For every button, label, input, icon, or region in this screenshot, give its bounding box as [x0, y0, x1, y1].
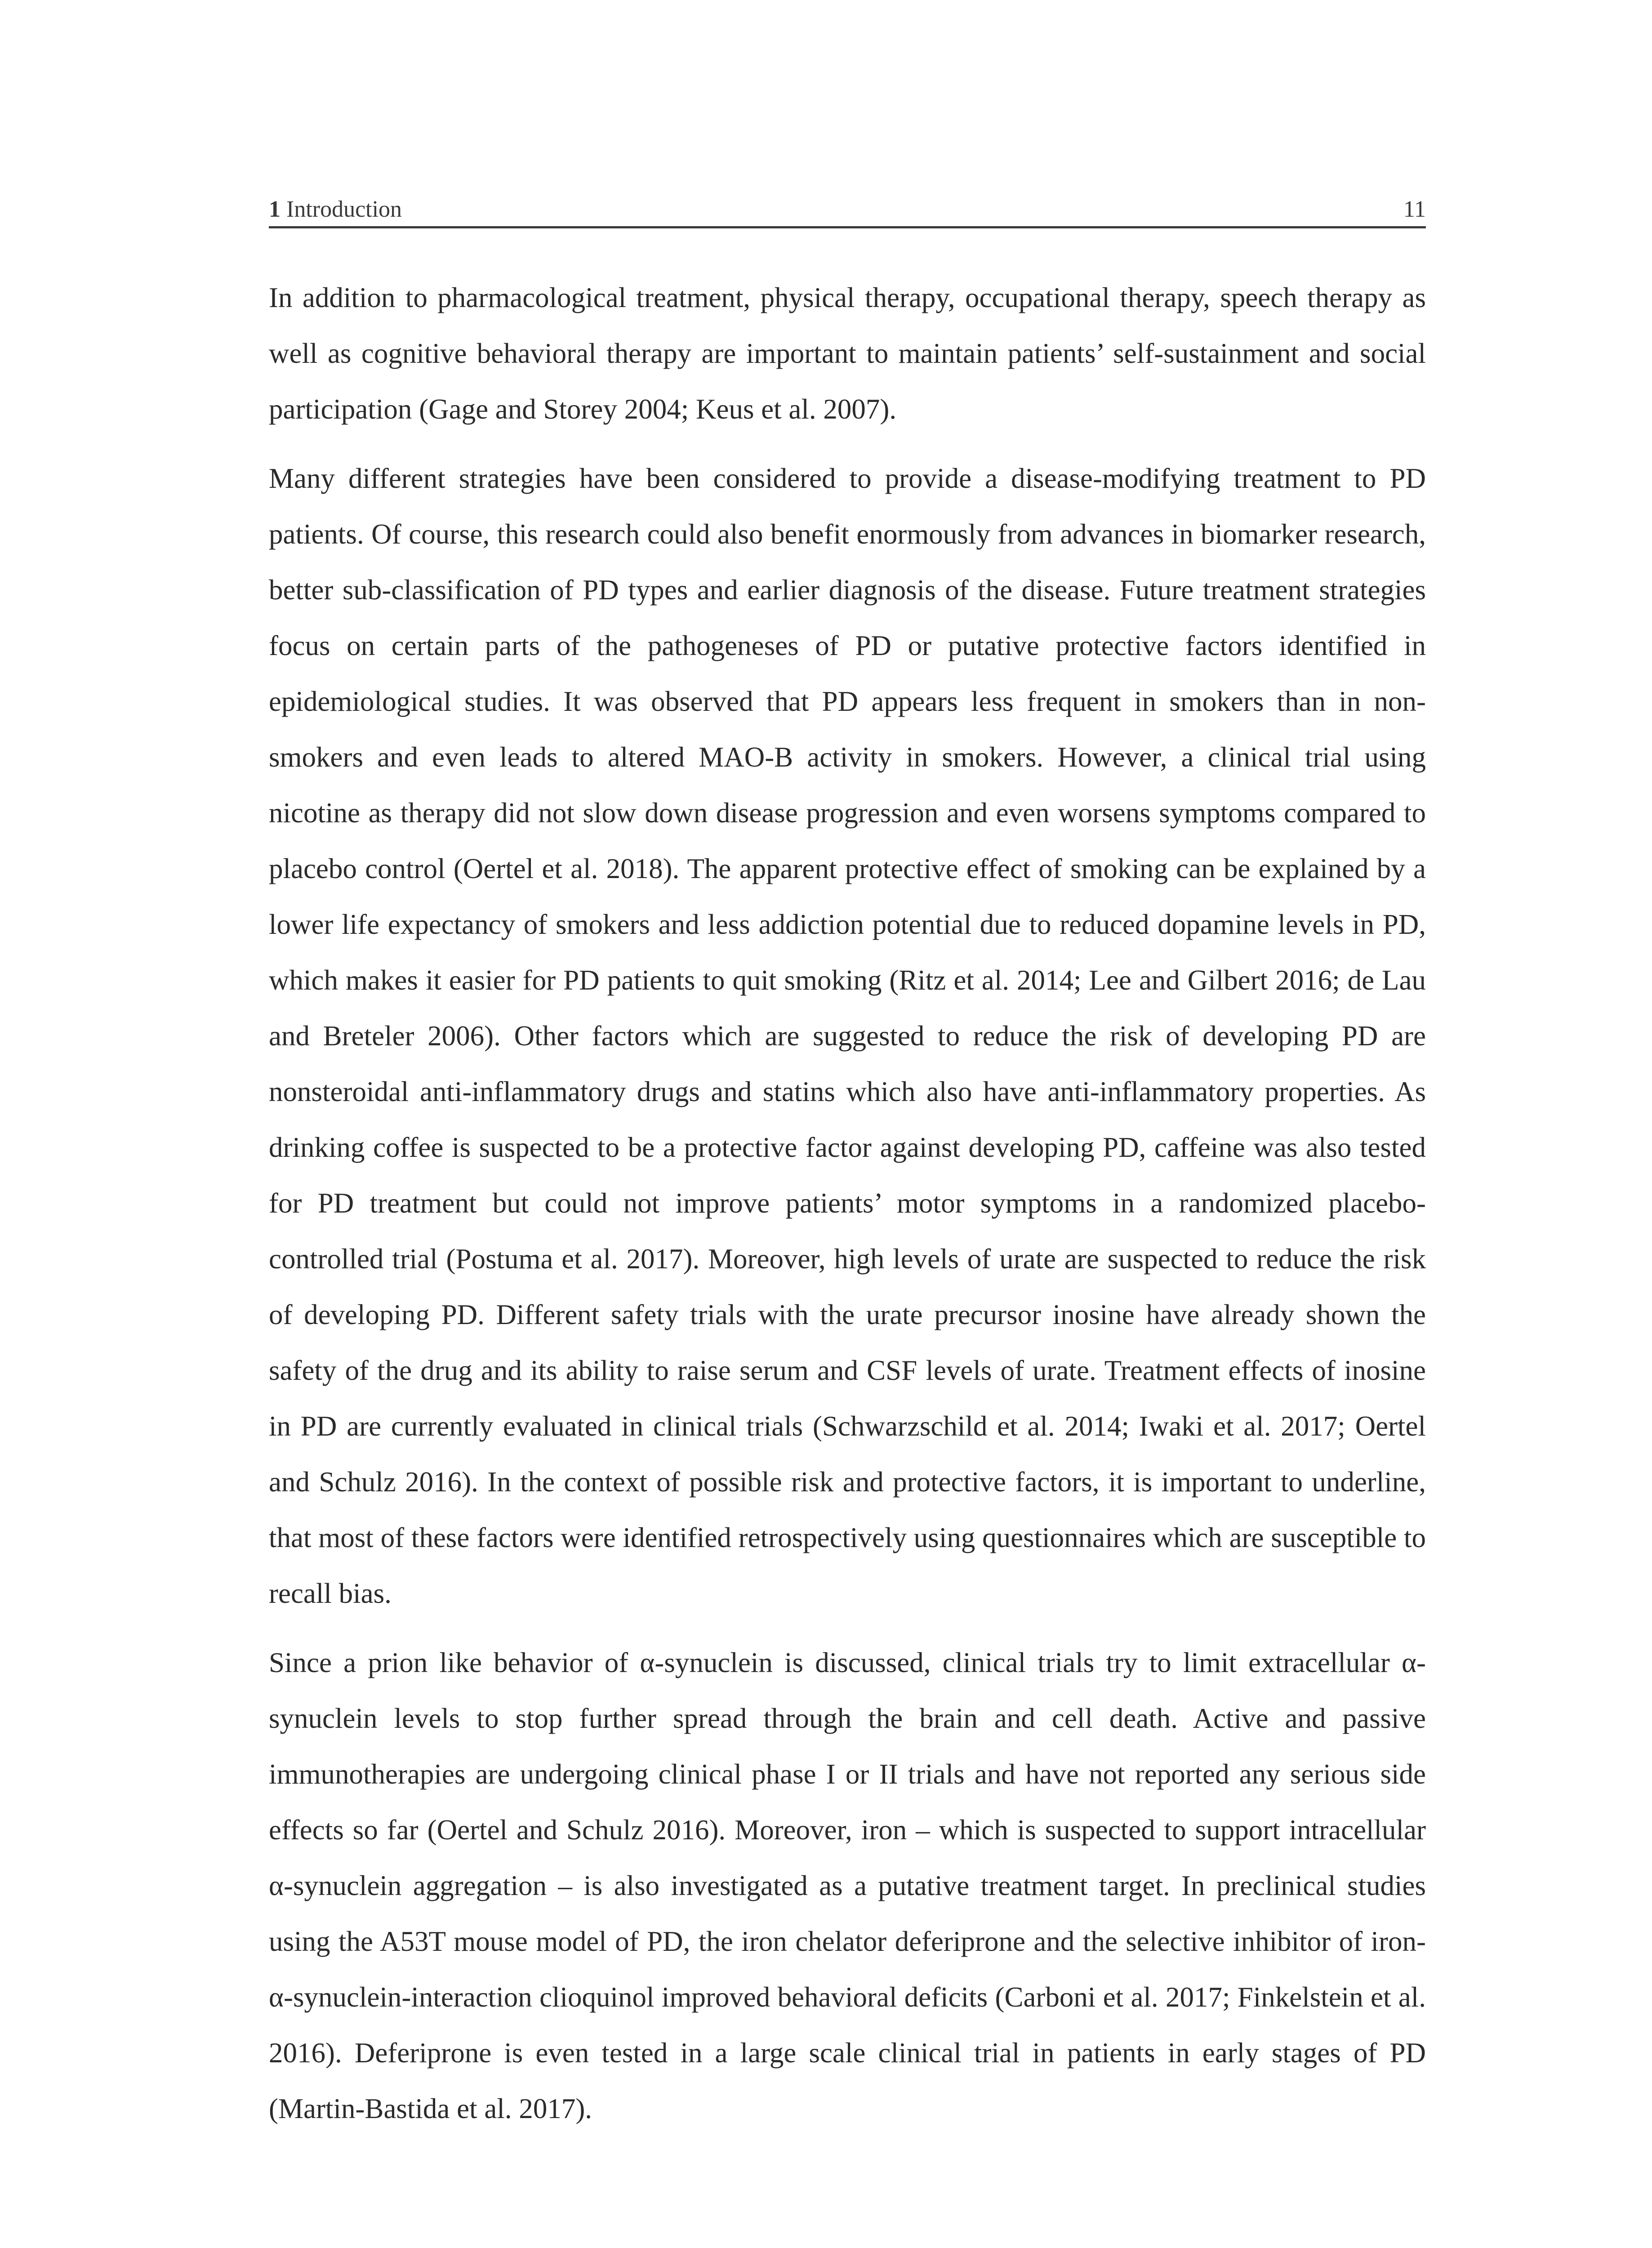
chapter-heading — [269, 196, 402, 223]
running-header — [269, 188, 1426, 228]
chapter-title: Introduction — [286, 196, 402, 222]
paragraph-alpha-synuclein-trials: Since a prion like behavior of α-synuclein is discussed, clinical trials try to limit extracellular α-synuclein levels to stop further spread through the brain and cell death. Active and passive immunotherapies are undergoing clinical phase I or II trials and have not reported any serious side effects so far (Oertel and Schulz 2016). Moreover, iron – which is suspected to support intracellular α-synuclein aggregation – is also investigated as a putative treatment target. In preclinical studies using the A53T mouse model of PD, the iron chelator deferiprone and the selective inhibitor of iron-α-synuclein-interaction clioquinol improved behavioral deficits (Carboni et al. 2017; Finkelstein et al. 2016). Deferiprone is even tested in a large scale clinical trial in patients in early stages of PD (Martin-Bastida et al. 2017). — [269, 1647, 1426, 2124]
chapter-number: 1 — [269, 196, 281, 222]
body-text — [269, 270, 1426, 2150]
paragraph-supportive-therapy: In addition to pharmacological treatment, physical therapy, occupational therapy, speech therapy as well as cognitive behavioral therapy are important to maintain patients’ self-sustainment and social participation (Gage and Storey 2004; Keus et al. 2007). — [269, 282, 1426, 425]
page-number: 11 — [1403, 196, 1426, 222]
paragraph-disease-modifying-strategies: Many different strategies have been considered to provide a disease-modifying treatment to PD patients. Of course, this research could also benefit enormously from advances in biomarker research, better sub-classification of PD types and earlier diagnosis of the disease. Future treatment strategies focus on certain parts of the pathogeneses of PD or putative protective factors identified in epidemiological studies. It was observed that PD appears less frequent in smokers than in non-smokers and even leads to altered MAO-B activity in smokers. However, a clinical trial using nicotine as therapy did not slow down disease progression and even worsens symptoms compared to placebo control (Oertel et al. 2018). The apparent protective effect of smoking can be explained by a lower life expectancy of smokers and less addiction potential due to reduced dopamine levels in PD, which makes it easier for PD patients to quit smoking (Ritz et al. 2014; Lee and Gilbert 2016; de Lau and Breteler 2006). Other factors which are suggested to reduce the risk of developing PD are nonsteroidal anti-inflammatory drugs and statins which also have anti-inflammatory properties. As drinking coffee is suspected to be a protective factor against developing PD, caffeine was also tested for PD treatment but could not improve patients’ motor symptoms in a randomized placebo-controlled trial (Postuma et al. 2017). Moreover, high levels of urate are suspected to reduce the risk of developing PD. Different safety trials with the urate precursor inosine have already shown the safety of the drug and its ability to raise serum and CSF levels of urate. Treatment effects of inosine in PD are currently evaluated in clinical trials (Schwarzschild et al. 2014; Iwaki et al. 2017; Oertel and Schulz 2016). In the context of possible risk and protective factors, it is important to underline, that most of these factors were identified retrospectively using questionnaires which are susceptible to recall bias. — [269, 463, 1426, 1609]
